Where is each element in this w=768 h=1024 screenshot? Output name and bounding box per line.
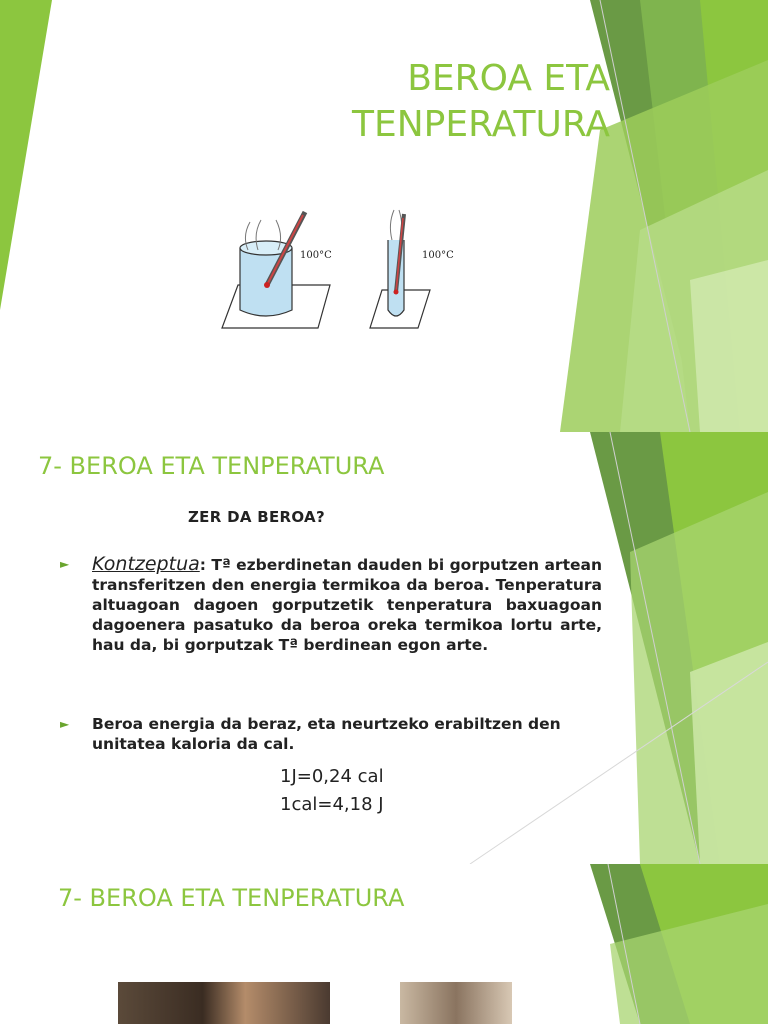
slide-3-heading: 7- BEROA ETA TENPERATURA (58, 884, 405, 912)
photo-person (118, 982, 330, 1024)
slide-1 (0, 0, 768, 432)
beaker-tube-figure (0, 0, 768, 432)
beaker-temp-label: 100°C (300, 250, 332, 261)
bullet-beroa-energia (62, 714, 602, 754)
kontzeptua-text: : Tª ezberdinetan dauden bi gorputzen artean transferitzen den energia termikoa da beroa. Tenperatura altuagoan dagoen gorputzetik tenperatura baxuagoan dagoenera pasatuko da beroa oreka termikoa lortu arte, hau da, bi gorputzak Tª berdinean egon arte. (92, 556, 602, 654)
bullet-arrow-icon: ► (60, 557, 70, 571)
equation-joule: 1J=0,24 cal (280, 766, 384, 787)
slide-2-heading: 7- BEROA ETA TENPERATURA (38, 452, 385, 480)
bullet-arrow-icon: ► (60, 717, 70, 731)
beroa-energia-text: Beroa energia da beraz, eta neurtzeko erabiltzen den unitatea kaloria da cal. (92, 715, 561, 753)
slide-2-subheading: ZER DA BEROA? (188, 508, 325, 526)
tube-temp-label: 100°C (422, 250, 454, 261)
slide-3 (0, 864, 768, 1024)
title-line-1: BEROA ETA (407, 58, 610, 99)
equation-calorie: 1cal=4,18 J (280, 794, 384, 815)
bullet-kontzeptua (62, 554, 602, 655)
kontzeptua-term: Kontzeptua (92, 553, 200, 575)
title-line-2: TENPERATURA (351, 104, 610, 145)
photo-thermometer (400, 982, 512, 1024)
slide-2 (0, 432, 768, 864)
